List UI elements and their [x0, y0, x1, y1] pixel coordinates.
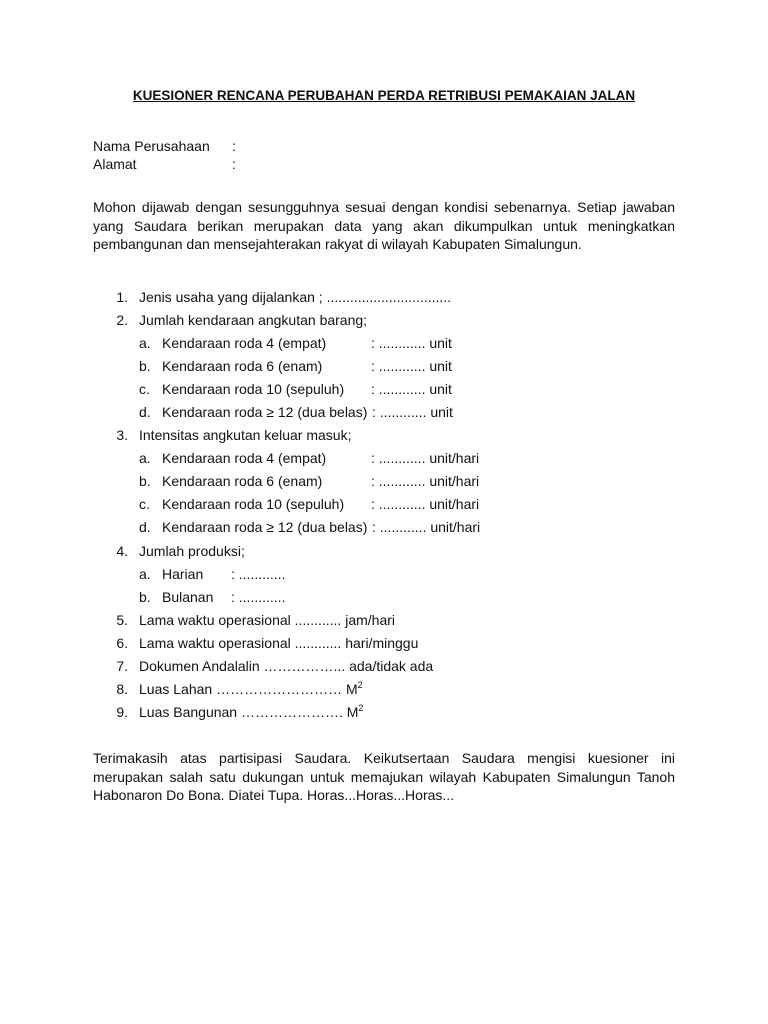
question-5-text: Lama waktu operasional ............ jam/hari	[139, 612, 396, 628]
question-3-text: Intensitas angkutan keluar masuk;	[139, 427, 352, 443]
closing-paragraph: Terimakasih atas partisipasi Saudara. Keikutsertaan Saudara mengisi kuesioner ini merupakan salah satu dukungan untuk memajukan wilayah Kabupaten Simalungun Tanoh Habonaron Do Bona. Diatei Tupa. Horas...Horas...Horas...	[93, 750, 675, 803]
sub-item-label: Kendaraan roda 6 (enam)	[162, 473, 323, 489]
sub-item-label: Kendaraan roda 4 (empat)	[162, 450, 327, 466]
question-8-text	[139, 680, 363, 698]
sub-item-value: : ............ unit/hari	[372, 519, 481, 535]
sub-item-value: : ............ unit/hari	[371, 473, 480, 489]
question-number: 7.	[116, 658, 128, 674]
address-colon: :	[232, 156, 236, 172]
sub-item-value: : ............ unit/hari	[371, 496, 480, 512]
question-number: 1.	[116, 289, 128, 305]
sub-item-label: Kendaraan roda 6 (enam)	[162, 358, 323, 374]
sub-item-letter: b.	[139, 589, 151, 605]
sub-item-letter: a.	[139, 566, 151, 582]
question-7-text: Dokumen Andalalin ……………... ada/tidak ada	[139, 658, 434, 674]
question-2-text: Jumlah kendaraan angkutan barang;	[139, 312, 368, 328]
question-number: 5.	[116, 612, 128, 628]
question-1-text: Jenis usaha yang dijalankan ; ................................	[139, 289, 452, 305]
question-4-text: Jumlah produksi;	[139, 543, 245, 559]
question-number: 6.	[116, 635, 128, 651]
sub-item-label: Kendaraan roda 10 (sepuluh)	[162, 496, 345, 512]
company-name-colon: :	[232, 138, 236, 154]
question-number: 2.	[116, 312, 128, 328]
company-name-label: Nama Perusahaan	[93, 138, 210, 154]
sub-item-letter: c.	[139, 496, 150, 512]
document-title: KUESIONER RENCANA PERUBAHAN PERDA RETRIBUSI PEMAKAIAN JALAN	[132, 88, 636, 103]
sub-item-letter: d.	[139, 404, 151, 420]
question-number: 8.	[116, 681, 128, 697]
sub-item-letter: a.	[139, 450, 151, 466]
sub-item-letter: c.	[139, 381, 150, 397]
question-8-label: Luas Lahan ……………………… M	[139, 681, 358, 697]
sub-item-value: : ............ unit	[371, 335, 452, 351]
sub-item-value: : ............ unit	[372, 404, 453, 420]
intro-paragraph: Mohon dijawab dengan sesungguhnya sesuai dengan kondisi sebenarnya. Setiap jawaban yang Saudara berikan merupakan data yang akan dikumpulkan untuk meningkatkan pembangunan dan mensejahterakan rakyat di wilayah Kabupaten Simalungun.	[93, 199, 675, 252]
sub-item-value: : ............	[231, 589, 286, 605]
sub-item-letter: b.	[139, 473, 151, 489]
question-9-label: Luas Bangunan …………………. M	[139, 704, 359, 720]
superscript-2: 2	[357, 680, 363, 690]
question-number: 9.	[116, 704, 128, 720]
question-6-text: Lama waktu operasional ............ hari/minggu	[139, 635, 419, 651]
sub-item-letter: d.	[139, 519, 151, 535]
superscript-2: 2	[358, 703, 364, 713]
sub-item-letter: b.	[139, 358, 151, 374]
sub-item-label: Harian	[162, 566, 204, 582]
sub-item-value: : ............	[231, 566, 286, 582]
address-label: Alamat	[93, 156, 137, 172]
question-number: 3.	[116, 427, 128, 443]
sub-item-label: Kendaraan roda ≥ 12 (dua belas)	[162, 404, 368, 420]
sub-item-label: Bulanan	[162, 589, 214, 605]
question-9-text	[139, 703, 363, 721]
sub-item-label: Kendaraan roda ≥ 12 (dua belas)	[162, 519, 368, 535]
sub-item-label: Kendaraan roda 10 (sepuluh)	[162, 381, 345, 397]
sub-item-label: Kendaraan roda 4 (empat)	[162, 335, 327, 351]
sub-item-value: : ............ unit	[371, 381, 452, 397]
sub-item-value: : ............ unit	[371, 358, 452, 374]
sub-item-letter: a.	[139, 335, 151, 351]
sub-item-value: : ............ unit/hari	[371, 450, 480, 466]
question-number: 4.	[116, 543, 128, 559]
